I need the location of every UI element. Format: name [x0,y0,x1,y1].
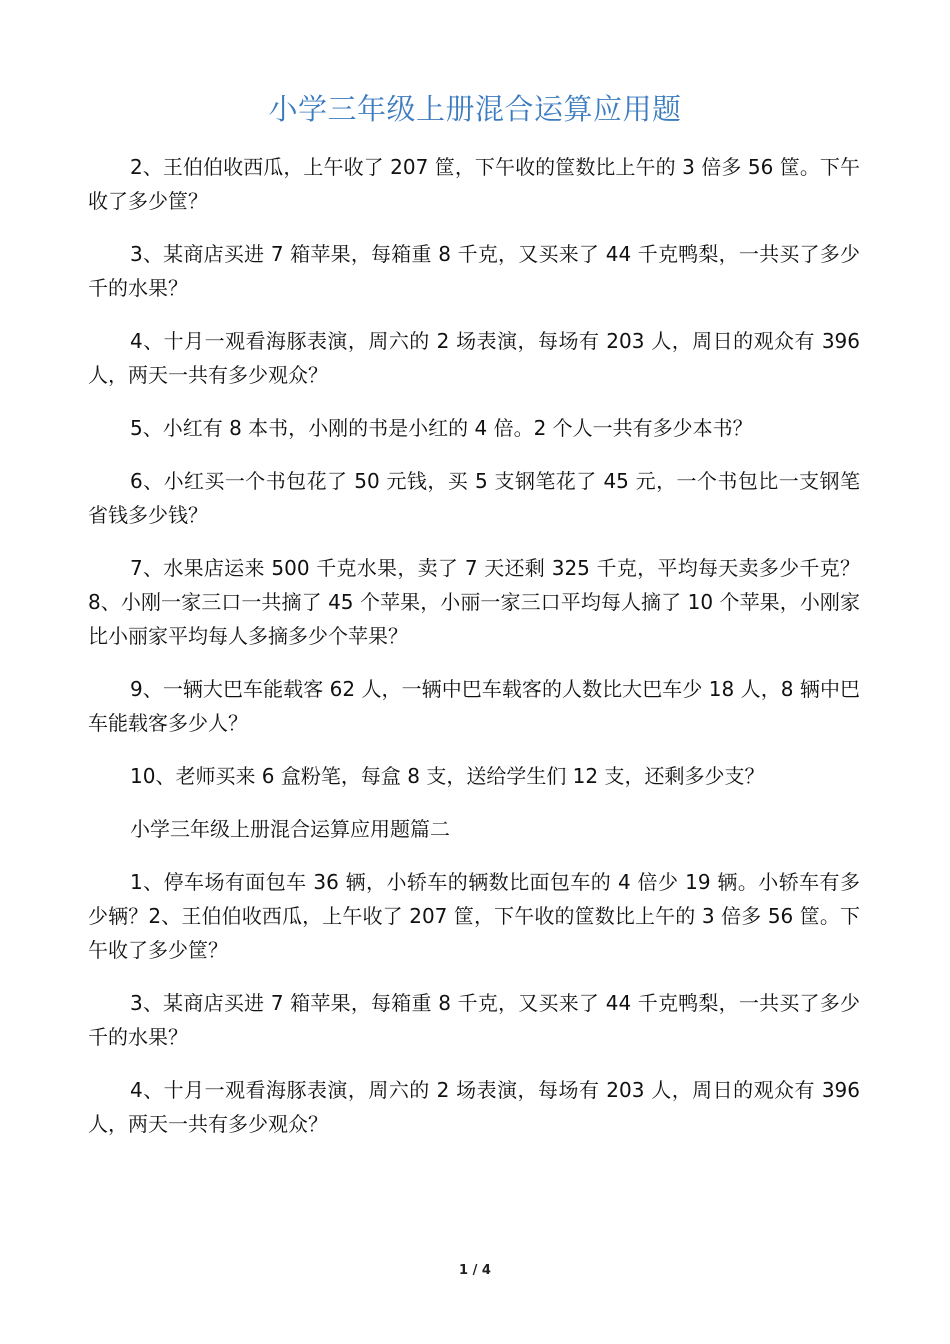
paragraph: 3、某商店买进 7 箱苹果，每箱重 8 千克，又买来了 44 千克鸭梨，一共买了多少千的水果？ [88,991,860,1049]
section-heading: 小学三年级上册混合运算应用题篇二 [130,817,450,841]
paragraph: 9、一辆大巴车能载客 62 人，一辆中巴车载客的人数比大巴车少 18 人，8 辆中巴车能载客多少人？ [88,677,860,735]
paragraph: 10、老师买来 6 盒粉笔，每盒 8 支，送给学生们 12 支，还剩多少支？ [130,764,765,788]
paragraph: 4、十月一观看海豚表演，周六的 2 场表演，每场有 203 人，周日的观众有 396 人，两天一共有多少观众？ [88,329,860,387]
paragraph: 1、停车场有面包车 36 辆，小轿车的辆数比面包车的 4 倍少 19 辆。小轿车有多少辆？2、王伯伯收西瓜，上午收了 207 筐，下午收的筐数比上午的 3 倍多 56 筐。下午收了多少筐？ [88,870,860,962]
paragraph: 6、小红买一个书包花了 50 元钱，买 5 支钢笔花了 45 元，一个书包比一支钢笔省钱多少钱？ [88,469,860,527]
paragraph: 2、王伯伯收西瓜，上午收了 207 筐，下午收的筐数比上午的 3 倍多 56 筐。下午收了多少筐？ [88,155,860,213]
document-title: 小学三年级上册混合运算应用题 [268,92,682,126]
paragraph: 5、小红有 8 本书，小刚的书是小红的 4 倍。2 个人一共有多少本书？ [130,416,753,440]
paragraph: 3、某商店买进 7 箱苹果，每箱重 8 千克，又买来了 44 千克鸭梨，一共买了多少千的水果？ [88,242,860,300]
page-number: 1 / 4 [459,1263,491,1278]
paragraph: 4、十月一观看海豚表演，周六的 2 场表演，每场有 203 人，周日的观众有 396 人，两天一共有多少观众？ [88,1078,860,1136]
paragraph: 7、水果店运来 500 千克水果，卖了 7 天还剩 325 千克，平均每天卖多少千克？8、小刚一家三口一共摘了 45 个苹果，小丽一家三口平均每人摘了 10 个苹果，小刚家比小丽家平均每人多摘多少个苹果？ [88,556,860,648]
document-body [88,150,860,1160]
